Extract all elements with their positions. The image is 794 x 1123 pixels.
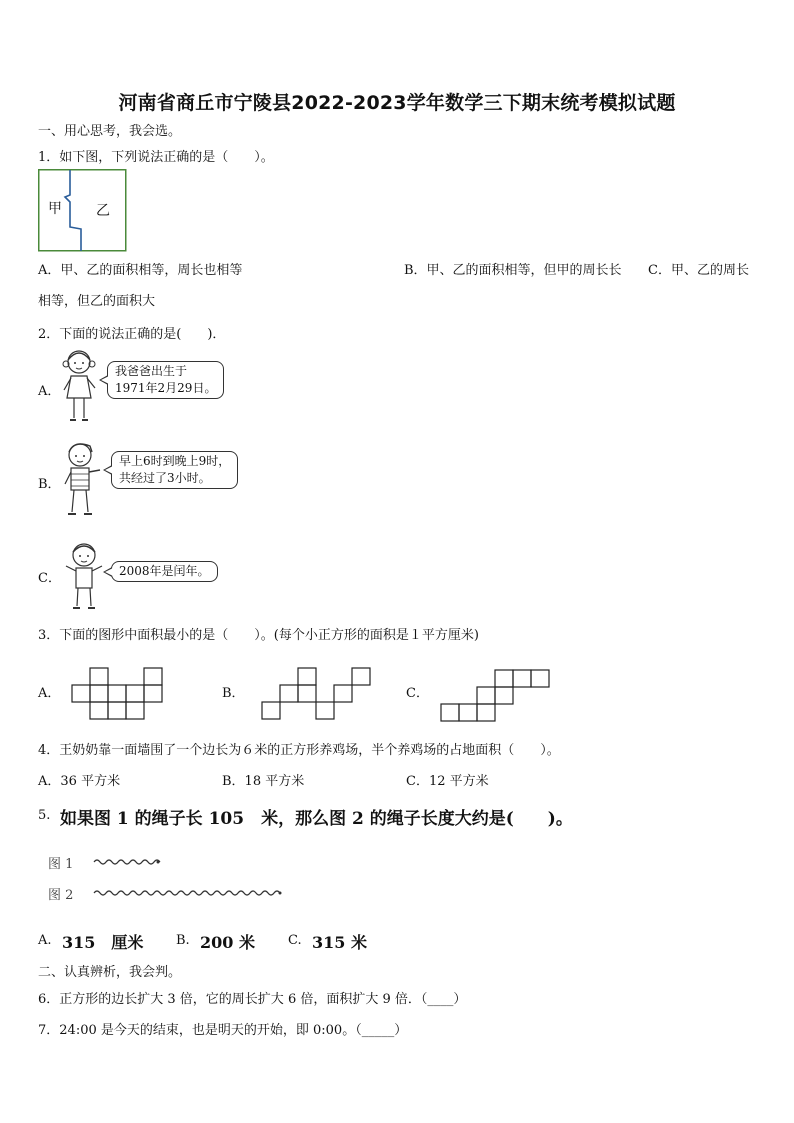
girl-figure: [62, 348, 98, 428]
q2-speech-bubble-a: [107, 361, 224, 399]
question-5-number: 5.: [38, 808, 51, 823]
page-title: 河南省商丘市宁陵县2022-2023学年数学三下期末统考模拟试题: [118, 92, 676, 114]
q1-option-b[interactable]: B．甲、乙的面积相等，但甲的周长长: [404, 263, 622, 278]
q3-option-a-label[interactable]: A．: [38, 686, 61, 701]
boy-figure-c: [64, 542, 104, 614]
q5-option-b[interactable]: 200 米: [200, 933, 255, 952]
q4-option-b[interactable]: B．18 平方米: [222, 774, 305, 789]
q3-shape-a: [72, 667, 164, 721]
q3-shape-c: [441, 669, 553, 723]
q2-bubble-b-line1: 早上6时到晚上9时，: [119, 454, 231, 468]
question-5-stem: 如果图 1 的绳子长 105 米，那么图 2 的绳子长度大约是( )。: [60, 809, 573, 829]
q2-speech-bubble-b: [111, 451, 238, 489]
section-heading-2: 二、认真辨析，我会判。: [38, 965, 182, 980]
section-heading-1: 一、用心思考，我会选。: [38, 124, 182, 139]
q1-option-c[interactable]: C．甲、乙的周长: [648, 263, 749, 278]
q5-option-a[interactable]: 315 厘米: [62, 933, 144, 952]
question-3-stem: 3．下面的图形中面积最小的是（ ）。(每个小正方形的面积是１平方厘米): [38, 628, 479, 643]
q5-option-b-label[interactable]: B.: [176, 933, 190, 948]
q4-option-a[interactable]: A．36 平方米: [38, 774, 121, 789]
q2-option-c-label[interactable]: C．: [38, 571, 61, 586]
question-6-stem: 6．正方形的边长扩大 3 倍，它的周长扩大 6 倍，面积扩大 9 倍．（____）: [38, 992, 467, 1007]
q5-figure-1-label: 图 1: [48, 857, 74, 872]
q2-bubble-c-line: 2008年是闰年。: [119, 564, 210, 578]
boy-figure-b: [62, 440, 102, 522]
question-7-stem: 7．24:00 是今天的结束，也是明天的开始，即 0:00。（_____）: [38, 1023, 408, 1038]
question-1-stem: 1．如下图，下列说法正确的是（ ）。: [38, 150, 274, 165]
q1-option-a[interactable]: A．甲、乙的面积相等，周长也相等: [38, 263, 243, 278]
q1-option-c-continued: 相等，但乙的面积大: [38, 294, 156, 309]
q2-option-b-label[interactable]: B．: [38, 477, 61, 492]
q2-option-a-label[interactable]: A．: [38, 384, 61, 399]
question-4-stem: 4．王奶奶靠一面墙围了一个边长为６米的正方形养鸡场，半个养鸡场的占地面积（ ）。: [38, 743, 560, 758]
question-2-stem: 2．下面的说法正确的是( )．: [38, 327, 226, 342]
q5-option-c[interactable]: 315 米: [312, 933, 367, 952]
q5-option-c-label[interactable]: C.: [288, 933, 302, 948]
q3-option-b-label[interactable]: B．: [222, 686, 245, 701]
q3-shape-b: [262, 667, 374, 721]
rope-figure-2: [92, 887, 284, 899]
q2-bubble-b-line2: 共经过了3小时。: [119, 471, 211, 485]
rope-figure-1: [92, 856, 162, 868]
q2-bubble-a-line1: 我爸爸出生于: [115, 364, 188, 378]
q3-option-c-label[interactable]: C．: [406, 686, 429, 701]
q5-option-a-label[interactable]: A.: [38, 933, 52, 948]
q1-label-jia: 甲: [48, 201, 62, 217]
q2-bubble-a-line2: 1971年2月29日。: [115, 381, 217, 395]
q1-label-yi: 乙: [96, 203, 110, 219]
q4-option-c[interactable]: C．12 平方米: [406, 774, 489, 789]
q5-figure-2-label: 图 2: [48, 888, 74, 903]
q2-speech-bubble-c: [111, 561, 218, 582]
